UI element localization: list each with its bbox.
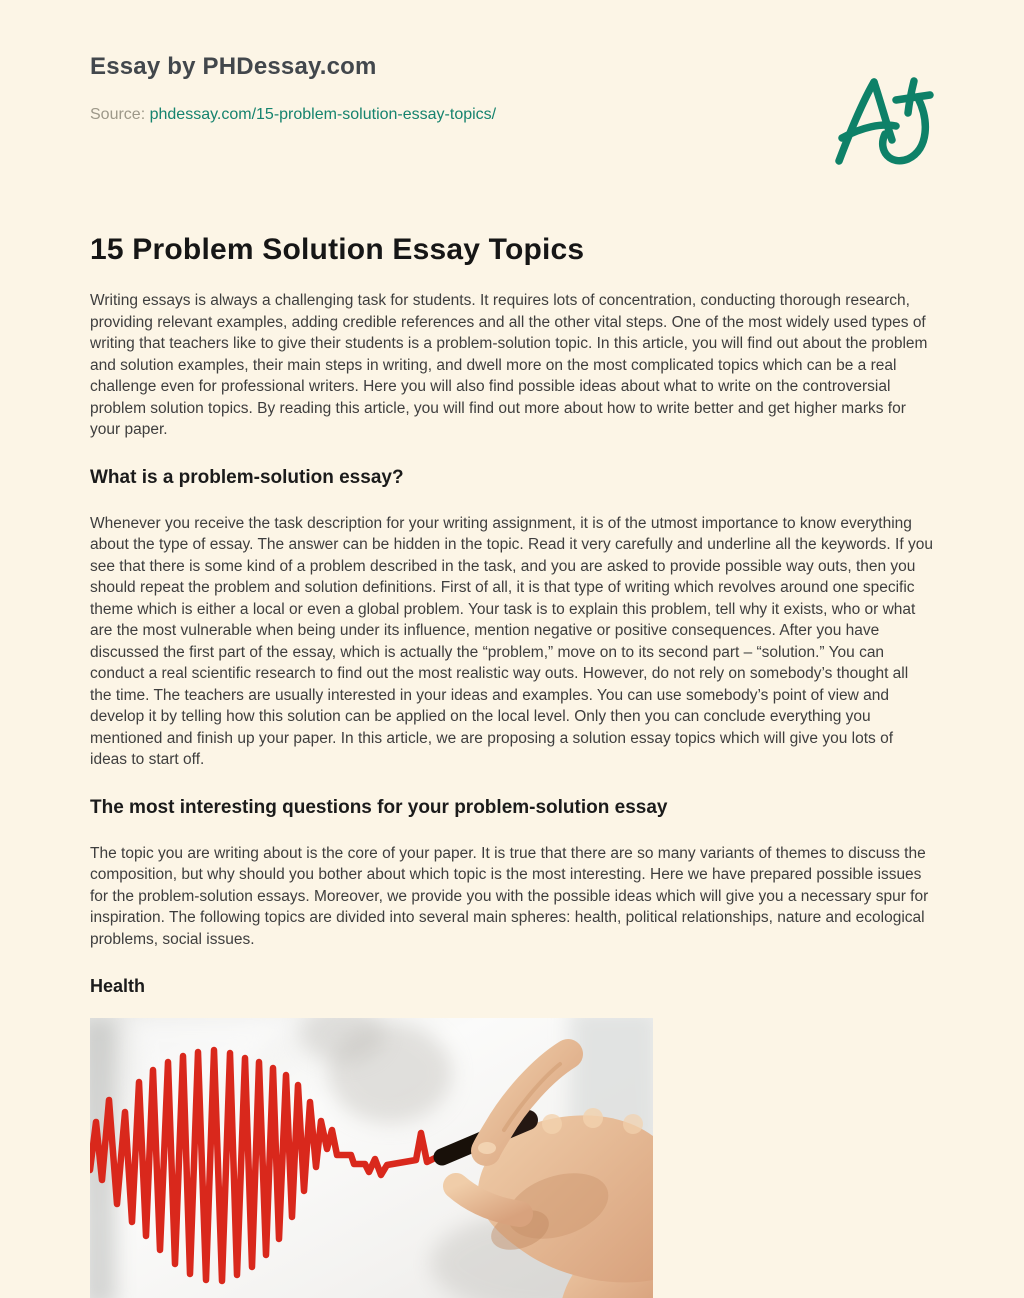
- section-body-what-is: Whenever you receive the task description for your writing assignment, it is of the utmost importance to know everything about the type of essay. The answer can be hidden in the topic. Read it very carefully and underline all the keywords. If you see that there is some kind of a problem described in the task, and you are asked to provide possible way outs, then you should repeat the problem and solution definitions. First of all, it is that type of writing which revolves around one specific theme which is either a local or even a global problem. Your task is to explain this problem, tell why it exists, who or what are the most vulnerable when being under its influence, mention negative or positive consequences. After you have discussed the first part of the essay, which is actually the “problem,” move on to its second part – “solution.” You can conduct a real scientific research to find out the most realistic way outs. However, do not rely on somebody’s thought all the time. The teachers are usually interested in your ideas and examples. You can use somebody’s point of view and develop it by telling how this solution can be applied on the local level. Only then you can conclude everything you mentioned and finish up your paper. In this article, we are proposing a solution essay topics which will give you lots of ideas to start off.: [90, 514, 933, 768]
- heartbeat-drawing-photo: [90, 1018, 653, 1298]
- section-heading-what-is: What is a problem-solution essay?: [90, 466, 404, 488]
- brand-title: Essay by PHDessay.com: [90, 53, 377, 80]
- intro-paragraph: Writing essays is always a challenging task for students. It requires lots of concentration, conducting thorough research, providing relevant examples, adding credible references and all the other vital steps. One of the most widely used types of writing that teachers like to give their students is a problem-solution topic. In this article, you will find out about the problem and solution examples, their main steps in writing, and dwell more on the most complicated topics which can be a real challenge even for professional writers. Here you will also find possible ideas about what to write on the controversial problem solution topics. By reading this article, you will find out more about how to write better and get higher marks for your paper.: [90, 292, 928, 438]
- source-link[interactable]: phdessay.com/15-problem-solution-essay-topics/: [149, 106, 497, 123]
- article-title: 15 Problem Solution Essay Topics: [90, 233, 585, 266]
- source-line: [90, 104, 496, 126]
- section-heading-health: Health: [90, 976, 146, 996]
- a-plus-logo-icon: [830, 70, 934, 170]
- header-text-block: [90, 52, 496, 126]
- heartbeat-photo-illustration: [90, 1018, 653, 1298]
- section-body-questions: The topic you are writing about is the core of your paper. It is true that there are so many variants of themes to discuss the composition, but why should you bother about which topic is the most interesting. Here we have prepared possible issues for the problem-solution essays. Moreover, we provide you with the possible ideas which will give you a necessary spur for inspiration. The following topics are divided into several main spheres: health, political relationships, nature and ecological problems, social issues.: [90, 844, 929, 948]
- source-label: Source:: [90, 106, 146, 123]
- section-heading-questions: The most interesting questions for your problem-solution essay: [90, 796, 668, 818]
- page-header: [90, 52, 934, 170]
